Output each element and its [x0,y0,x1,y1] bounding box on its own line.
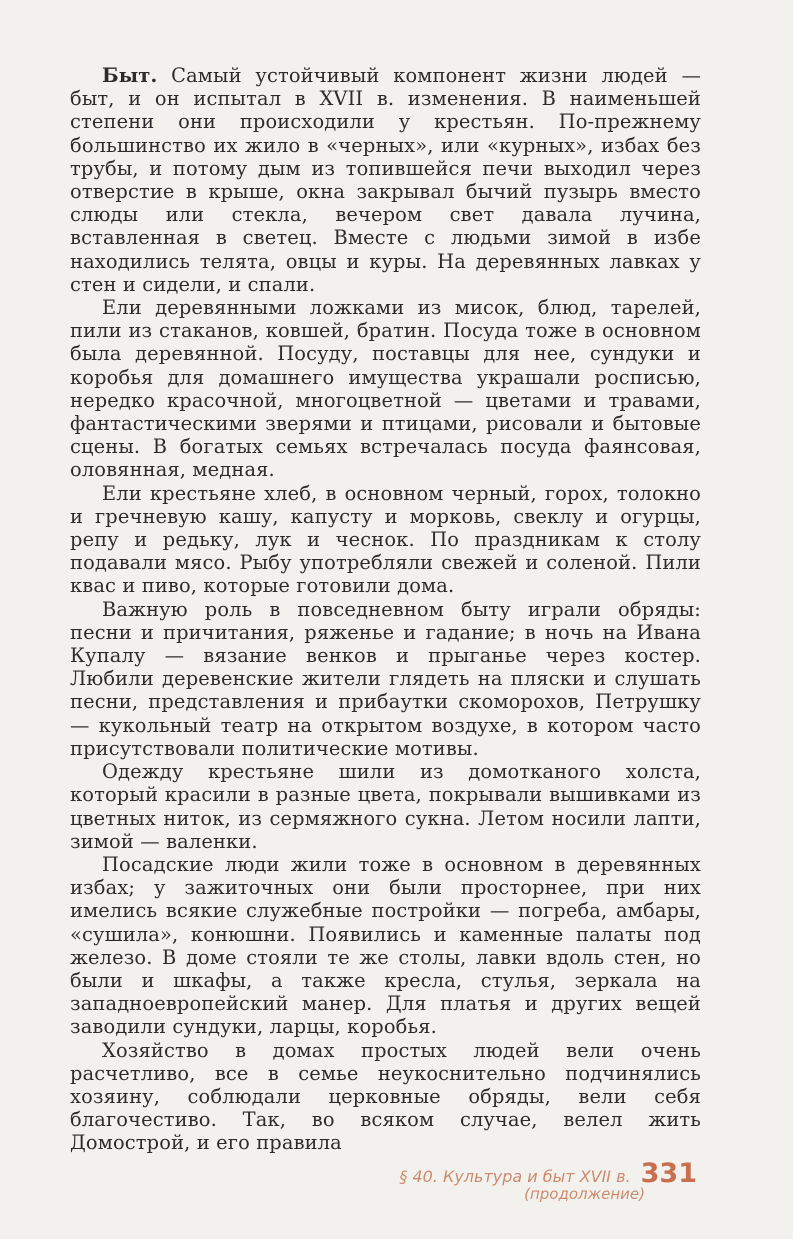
continuation-label: (продолжение) [524,1185,645,1203]
paragraph-1 [70,64,701,296]
paragraph-6: Посадские люди жили тоже в основном в деревянных избах; у зажиточных они были просторнее, при них имелись всякие служебные постройки — погреба, амбары, «сушила», конюшни. Появились и каменные палаты под железо. В доме стояли те же столы, лавки вдоль стен, но были и шкафы, а также кресла, стулья, зеркала на западноевропейский манер. Для платья и других вещей заводили сундуки, ларцы, коробья. [70,852,701,1039]
body-text [70,64,701,1155]
paragraph-2: Ели деревянными ложками из мисок, блюд, тарелей, пили из стаканов, ковшей, братин. Посуда тоже в основном была деревянной. Посуду, поставцы для нее, сундуки и коробья для домашнего имущества украшали росписью, нередко красочной, многоцветной — цветами и травами, фантастическими зверями и птицами, рисовали и бытовые сцены. В богатых семьях встречалась посуда фаянсовая, оловянная, медная. [70,296,701,482]
paragraph-3: Ели крестьяне хлеб, в основном черный, горох, толокно и гречневую кашу, капусту и морковь, свеклу и огурцы, репу и редьку, лук и чеснок. По праздникам к столу подавали мясо. Рыбу употребляли свежей и соленой. Пили квас и пиво, которые готовили дома. [70,481,701,598]
paragraph-1-text: Самый устойчивый компонент жизни людей — быт, и он испытал в XVII в. изменения. В наименьшей степени они происходили у крестьян. По-прежнему большинство их жило в «черных», или «курных», избах без трубы, и потому дым из топившейся печи выходил через отверстие в крыше, окна закрывал бычий пузырь вместо слюды или стекла, вечером свет давала лучина, вставленная в светец. Вместе с людьми зимой в избе находились телята, овцы и куры. На деревянных лавках у стен и сидели, и спали. [70,64,701,296]
paragraph-5: Одежду крестьяне шили из домотканого холста, который красили в разные цвета, покрывали вышивками из цветных ниток, из сермяжного сукна. Летом носили лапти, зимой — валенки. [70,760,701,853]
page-footer [399,1158,697,1203]
page-number: 331 [640,1158,697,1189]
section-title: § 40. Культура и быт XVII в. [399,1167,631,1186]
paragraph-7: Хозяйство в домах простых людей вели очень расчетливо, все в семье неукоснительно подчинялись хозяину, соблюдали церковные обряды, вели себя благочестиво. Так, во всяком случае, велел жить Домострой, и его правила [70,1038,701,1155]
paragraph-lead-term: Быт. [102,64,158,87]
paragraph-4: Важную роль в повседневном быту играли обряды: песни и причитания, ряженье и гадание; в ночь на Ивана Купалу — вязание венков и прыганье через костер. Любили деревенские жители глядеть на пляски и слушать песни, представления и прибаутки скоморохов, Петрушку — кукольный театр на открытом воздухе, в котором часто присутствовали политические мотивы. [70,597,701,760]
